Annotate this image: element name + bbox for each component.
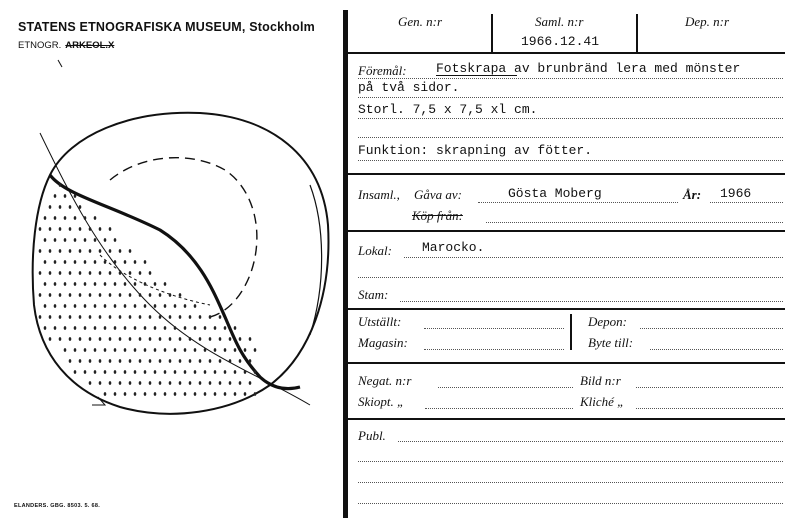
dotted-line xyxy=(400,301,783,302)
lokal-label: Lokal: xyxy=(358,243,392,258)
dotted-line xyxy=(358,137,783,138)
card-divider-bar xyxy=(343,10,348,518)
foremal-line-3: Storl. 7,5 x 7,5 xl cm. xyxy=(358,102,538,117)
dotted-line xyxy=(424,328,564,329)
publ-label: Publ. xyxy=(358,428,386,443)
header-separator-1 xyxy=(491,14,493,52)
dotted-line xyxy=(438,387,573,388)
dotted-line xyxy=(358,118,783,119)
column-separator xyxy=(570,314,572,350)
dotted-line xyxy=(636,408,783,409)
header-separator-2 xyxy=(636,14,638,52)
section-rule xyxy=(348,308,785,310)
foremal-line-1: Fotskrapa av brunbränd lera med mönster xyxy=(436,61,741,76)
bild-label: Bild n:r xyxy=(580,373,621,388)
foremal-underline xyxy=(436,75,517,76)
header-rule xyxy=(348,52,785,54)
arkeol-struck: ARKEOL.X xyxy=(65,40,115,51)
dotted-line xyxy=(358,482,783,483)
object-sketch xyxy=(10,55,340,435)
foremal-line-2: på två sidor. xyxy=(358,80,460,95)
lokal-value: Marocko. xyxy=(422,240,485,255)
dotted-line xyxy=(358,97,783,98)
byte-label: Byte till: xyxy=(588,335,634,350)
etnogr-label: ETNOGR. xyxy=(18,40,62,51)
dotted-line xyxy=(425,408,573,409)
kliche-label: Kliché „ xyxy=(580,394,625,409)
saml-nr-label: Saml. n:r xyxy=(535,14,584,29)
ar-label: År: xyxy=(683,187,702,202)
dotted-line xyxy=(398,441,783,442)
dotted-line xyxy=(358,461,783,462)
department-line xyxy=(18,40,114,51)
section-rule xyxy=(348,173,785,175)
saml-nr-value: 1966.12.41 xyxy=(521,34,600,49)
dotted-line xyxy=(404,257,783,258)
negat-label: Negat. n:r xyxy=(358,373,412,388)
museum-heading: STATENS ETNOGRAFISKA MUSEUM, Stockholm xyxy=(18,20,315,34)
skiopt-label: Skiopt. „ xyxy=(358,394,405,409)
dotted-line xyxy=(710,202,783,203)
dotted-line xyxy=(358,78,783,79)
dep-nr-label: Dep. n:r xyxy=(685,14,730,29)
gava-value: Gösta Moberg xyxy=(508,186,602,201)
printer-imprint: ELANDERS. GBG. 8503. 5. 68. xyxy=(14,503,101,509)
section-rule xyxy=(348,418,785,420)
ar-value: 1966 xyxy=(720,186,752,201)
dotted-line xyxy=(636,387,783,388)
dotted-line xyxy=(358,160,783,161)
funktion-text: Funktion: skrapning av fötter. xyxy=(358,143,593,158)
dotted-line xyxy=(486,222,783,223)
foremal-label: Föremål: xyxy=(358,63,407,78)
gava-label: Gåva av: xyxy=(414,187,463,202)
dotted-line xyxy=(478,202,678,203)
stam-label: Stam: xyxy=(358,287,389,302)
kop-fran-struck: Köp från: xyxy=(412,208,463,223)
dotted-line xyxy=(358,277,783,278)
dotted-line xyxy=(424,349,564,350)
dotted-line xyxy=(650,349,783,350)
section-rule xyxy=(348,230,785,232)
insaml-label: Insaml., xyxy=(358,187,400,202)
depon-label: Depon: xyxy=(588,314,627,329)
gen-nr-label: Gen. n:r xyxy=(398,14,443,29)
utstallt-label: Utställt: xyxy=(358,314,402,329)
section-rule xyxy=(348,362,785,364)
magasin-label: Magasin: xyxy=(358,335,408,350)
dotted-line xyxy=(640,328,783,329)
dotted-line xyxy=(358,503,783,504)
